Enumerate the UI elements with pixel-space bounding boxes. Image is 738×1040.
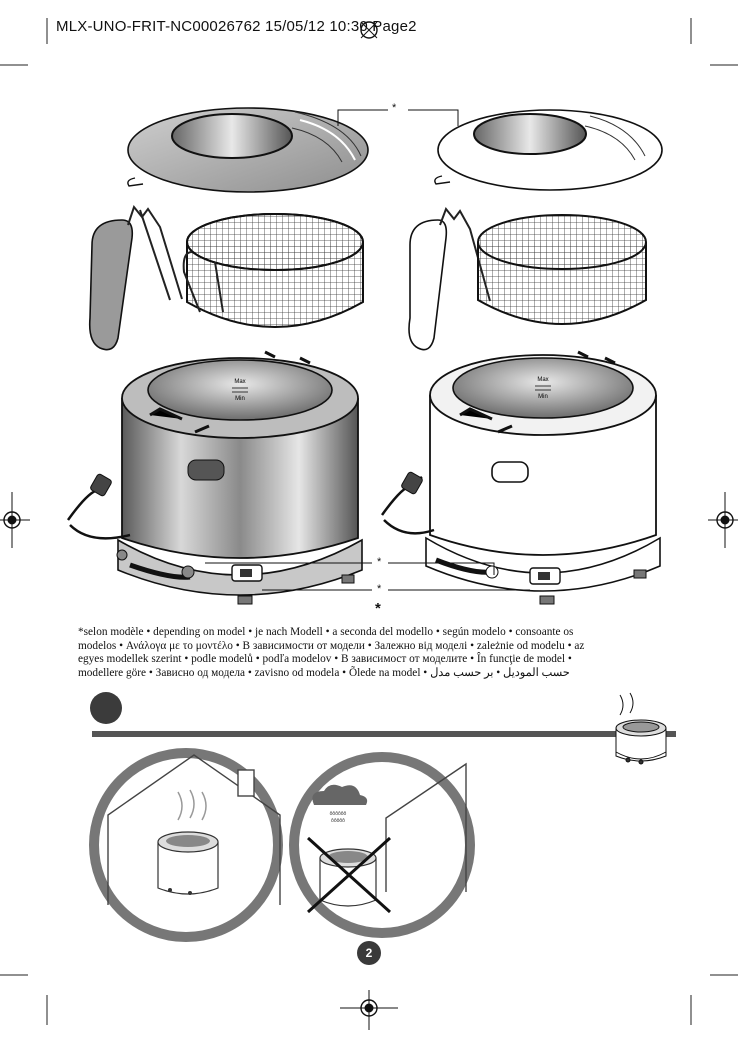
callout-asterisk-cord-storage: * xyxy=(377,556,382,568)
registration-mark-top xyxy=(361,22,377,38)
page-number: 2 xyxy=(357,941,381,965)
lid-white xyxy=(435,110,662,190)
callout-asterisk-lid: * xyxy=(392,102,397,114)
footnote-line: *selon modèle • depending on model • je nach Modell • a seconda del modello • según modelo • consoante os xyxy=(78,626,574,638)
fryer-body-white xyxy=(382,352,660,604)
gauge-min-label-white: Min xyxy=(538,394,548,400)
fryer-body-stainless xyxy=(68,352,362,604)
footnote-line: modelos • Ανάλογα με το μοντέλο • В зависимости от модели • Залежно від моделі • zależnie od modelu • az xyxy=(78,639,585,652)
footnote-line: egyes modellek szerint • podle modelů • podľa modelov • В зависимост от моделите • În funcţie de model • xyxy=(78,653,572,666)
lid-stainless xyxy=(128,108,368,192)
small-fryer-icon xyxy=(616,693,666,764)
gauge-max-label: Max xyxy=(234,379,246,385)
svg-text:ôôôôô: ôôôôô xyxy=(331,818,345,824)
registration-mark-right xyxy=(708,492,738,548)
gauge-min-label: Min xyxy=(235,396,245,402)
callout-asterisk-footnote-marker: * xyxy=(375,600,381,617)
svg-text:ôôôôôô: ôôôôôô xyxy=(329,811,347,817)
basket-stainless xyxy=(184,214,363,327)
handle-stainless xyxy=(90,207,182,350)
indoor-usage-illustration xyxy=(94,753,280,937)
print-slug: MLX-UNO-FRIT-NC00026762 15/05/12 10:30 Page2 xyxy=(56,18,417,35)
gauge-max-label-white: Max xyxy=(537,377,549,383)
model-variant-footnote xyxy=(78,626,668,680)
registration-mark-bottom xyxy=(340,990,398,1030)
registration-mark-left xyxy=(0,492,30,548)
section-divider xyxy=(90,692,676,737)
outdoor-prohibited-illustration xyxy=(294,757,470,933)
basket-white xyxy=(478,215,646,324)
footnote-line: modellere göre • Зависно од модела • zavisno od modela • Õlede na model • حسب الموديل • بر حسب مدل xyxy=(78,666,570,679)
callout-asterisk-control: * xyxy=(377,583,382,595)
